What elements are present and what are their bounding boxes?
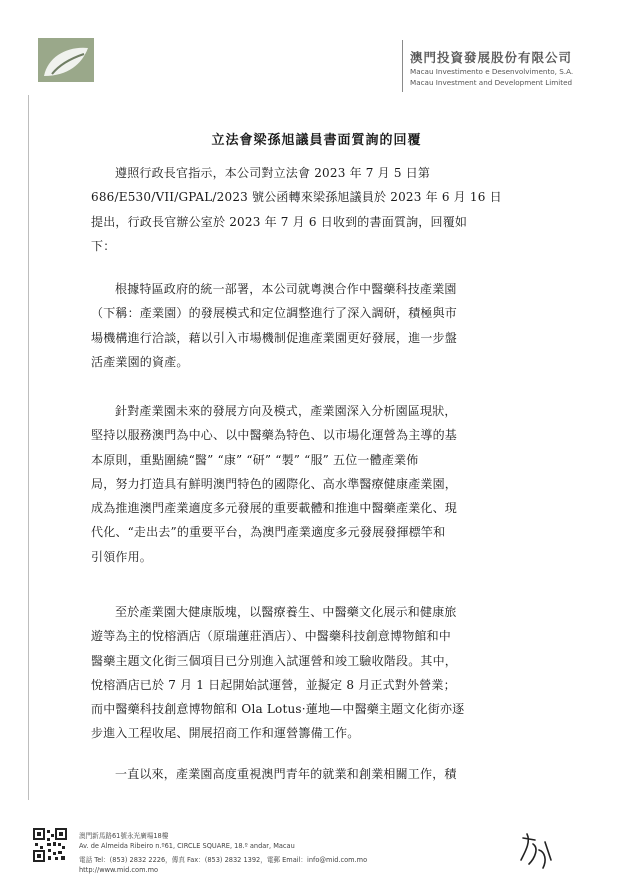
company-name-chinese: 澳門投資發展股份有限公司: [410, 50, 573, 65]
paragraph-1: [91, 161, 541, 258]
paragraph-5: [91, 762, 541, 786]
document-title: 立法會梁孫旭議員書面質詢的回覆: [211, 133, 422, 148]
company-name-portuguese: Macau Investimento e Desenvolvimento, S.A.: [410, 67, 574, 76]
paragraph-line: 至於產業園大健康版塊，以醫療養生、中醫藥文化展示和健康旅: [115, 605, 457, 619]
paragraph-line: 引領作用。: [91, 549, 153, 564]
paragraph-line: 悅榕酒店已於 7 月 1 日起開始試運營，並擬定 8 月正式對外營業；: [91, 677, 456, 692]
footer-website: http://www.mid.com.mo: [79, 866, 159, 874]
paragraph-line: 步進入工程收尾、開展招商工作和運營籌備工作。: [91, 726, 360, 741]
paragraph-line: 根據特區政府的統一部署，本公司就粵澳合作中醫藥科技產業園: [115, 282, 457, 296]
paragraph-line: 針對產業園未來的發展方向及模式，產業園深入分析園區現狀，: [115, 404, 457, 418]
paragraph-2: [91, 277, 541, 374]
paragraph-line: 遊等為主的悅榕酒店（原瑞蓮莊酒店）、中醫藥科技創意博物館和中: [91, 629, 452, 644]
header-divider: [402, 40, 403, 92]
paragraph-line: 遵照行政長官指示，本公司對立法會 2023 年 7 月 5 日第: [115, 166, 431, 180]
paragraph-line: （下稱：產業園）的發展模式和定位調整進行了深入調研，積極與市: [91, 306, 458, 321]
paragraph-line: 局，努力打造具有鮮明澳門特色的國際化、高水準醫療健康產業園，: [91, 476, 458, 491]
paragraph-line: 本原則，重點圍繞“醫” “康” “研” “製” “服” 五位一體產業佈: [91, 452, 419, 467]
paragraph-line: 686/E530/VII/GPAL/2023 號公函轉來梁孫旭議員於 2023 年 6 月 16 日: [91, 190, 502, 205]
paragraph-line: 成為推進澳門產業適度多元發展的重要載體和推進中醫藥產業化、現: [91, 501, 458, 516]
footer-address-portuguese: Av. de Almeida Ribeiro n.º61, CIRCLE SQUARE, 18.º andar, Macau: [79, 842, 295, 850]
company-name-english: Macau Investment and Development Limited: [410, 78, 573, 87]
company-logo-icon: [38, 38, 94, 82]
paragraph-line: 一直以來，產業園高度重視澳門青年的就業和創業相關工作，積: [115, 767, 457, 781]
left-margin-line: [28, 95, 29, 800]
paragraph-4: [91, 600, 541, 746]
signature-mark-icon: [517, 830, 557, 872]
paragraph-line: 而中醫藥科技創意博物館和 Ola Lotus·蓮地—中醫藥主題文化街亦逐: [91, 702, 465, 717]
paragraph-line: 下：: [91, 238, 116, 253]
paragraph-line: 提出，行政長官辦公室於 2023 年 7 月 6 日收到的書面質詢，回覆如: [91, 214, 468, 229]
qr-code-icon: [33, 828, 67, 862]
paragraph-line: 醫藥主題文化街三個項目已分別進入試運營和竣工驗收階段。其中，: [91, 653, 458, 668]
paragraph-line: 堅持以服務澳門為中心、以中醫藥為特色、以市場化運營為主導的基: [91, 428, 458, 443]
paragraph-line: 代化、“走出去”的重要平台，為澳門產業適度多元發展發揮標竿和: [91, 525, 446, 540]
paragraph-3: [91, 399, 541, 569]
paragraph-line: 場機構進行洽談，藉以引入市場機制促進產業園更好發展，進一步盤: [91, 330, 458, 345]
footer-address-chinese: 澳門新馬路61號永光廣場18樓: [79, 832, 169, 840]
paragraph-line: 活產業園的資產。: [91, 354, 189, 369]
footer-contact: 電話 Tel：(853) 2832 2226，傳真 Fax：(853) 2832 1392，電郵 Email：info@mid.com.mo: [79, 856, 368, 864]
